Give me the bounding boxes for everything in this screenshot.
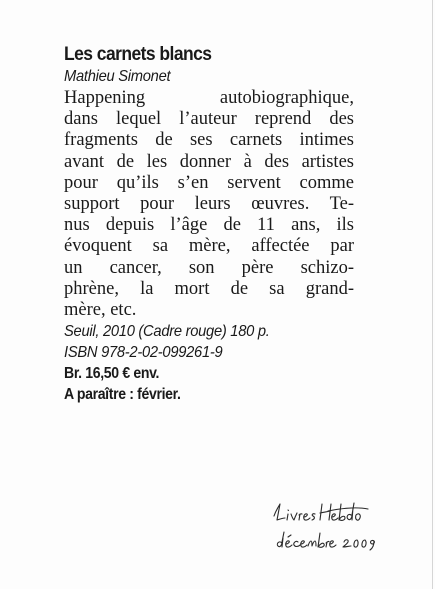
review-line: pour qu’ils s’en servent comme xyxy=(64,172,354,193)
handwritten-source-note xyxy=(268,498,398,558)
review-line: dans lequel l’auteur reprend des xyxy=(64,109,354,130)
review-line: phrène, la mort de sa grand- xyxy=(64,278,354,299)
release-date: A paraître : février. xyxy=(64,386,181,404)
press-clipping xyxy=(64,44,354,405)
handwriting-drawing xyxy=(268,498,398,558)
review-line: Happening autobiographique, xyxy=(64,88,354,108)
price: Br. 16,50 € env. xyxy=(64,365,160,383)
review-line: support pour leurs œuvres. Te- xyxy=(64,194,354,215)
book-title: Les carnets blancs xyxy=(64,44,212,65)
review-body xyxy=(64,88,354,321)
publisher-info: Seuil, 2010 (Cadre rouge) 180 p. xyxy=(64,323,270,341)
review-line: évoquent sa mère, affectée par xyxy=(64,236,354,257)
review-line: mère, etc. xyxy=(64,300,137,321)
scan-edge-line xyxy=(432,0,433,589)
review-line: nus depuis l’âge de 11 ans, ils xyxy=(64,215,354,236)
review-line: un cancer, son père schizo- xyxy=(64,257,354,278)
review-line: fragments de ses carnets intimes xyxy=(64,130,354,151)
review-line: avant de les donner à des artistes xyxy=(64,151,354,172)
isbn: ISBN 978-2-02-099261-9 xyxy=(64,344,223,362)
book-author: Mathieu Simonet xyxy=(64,68,171,85)
